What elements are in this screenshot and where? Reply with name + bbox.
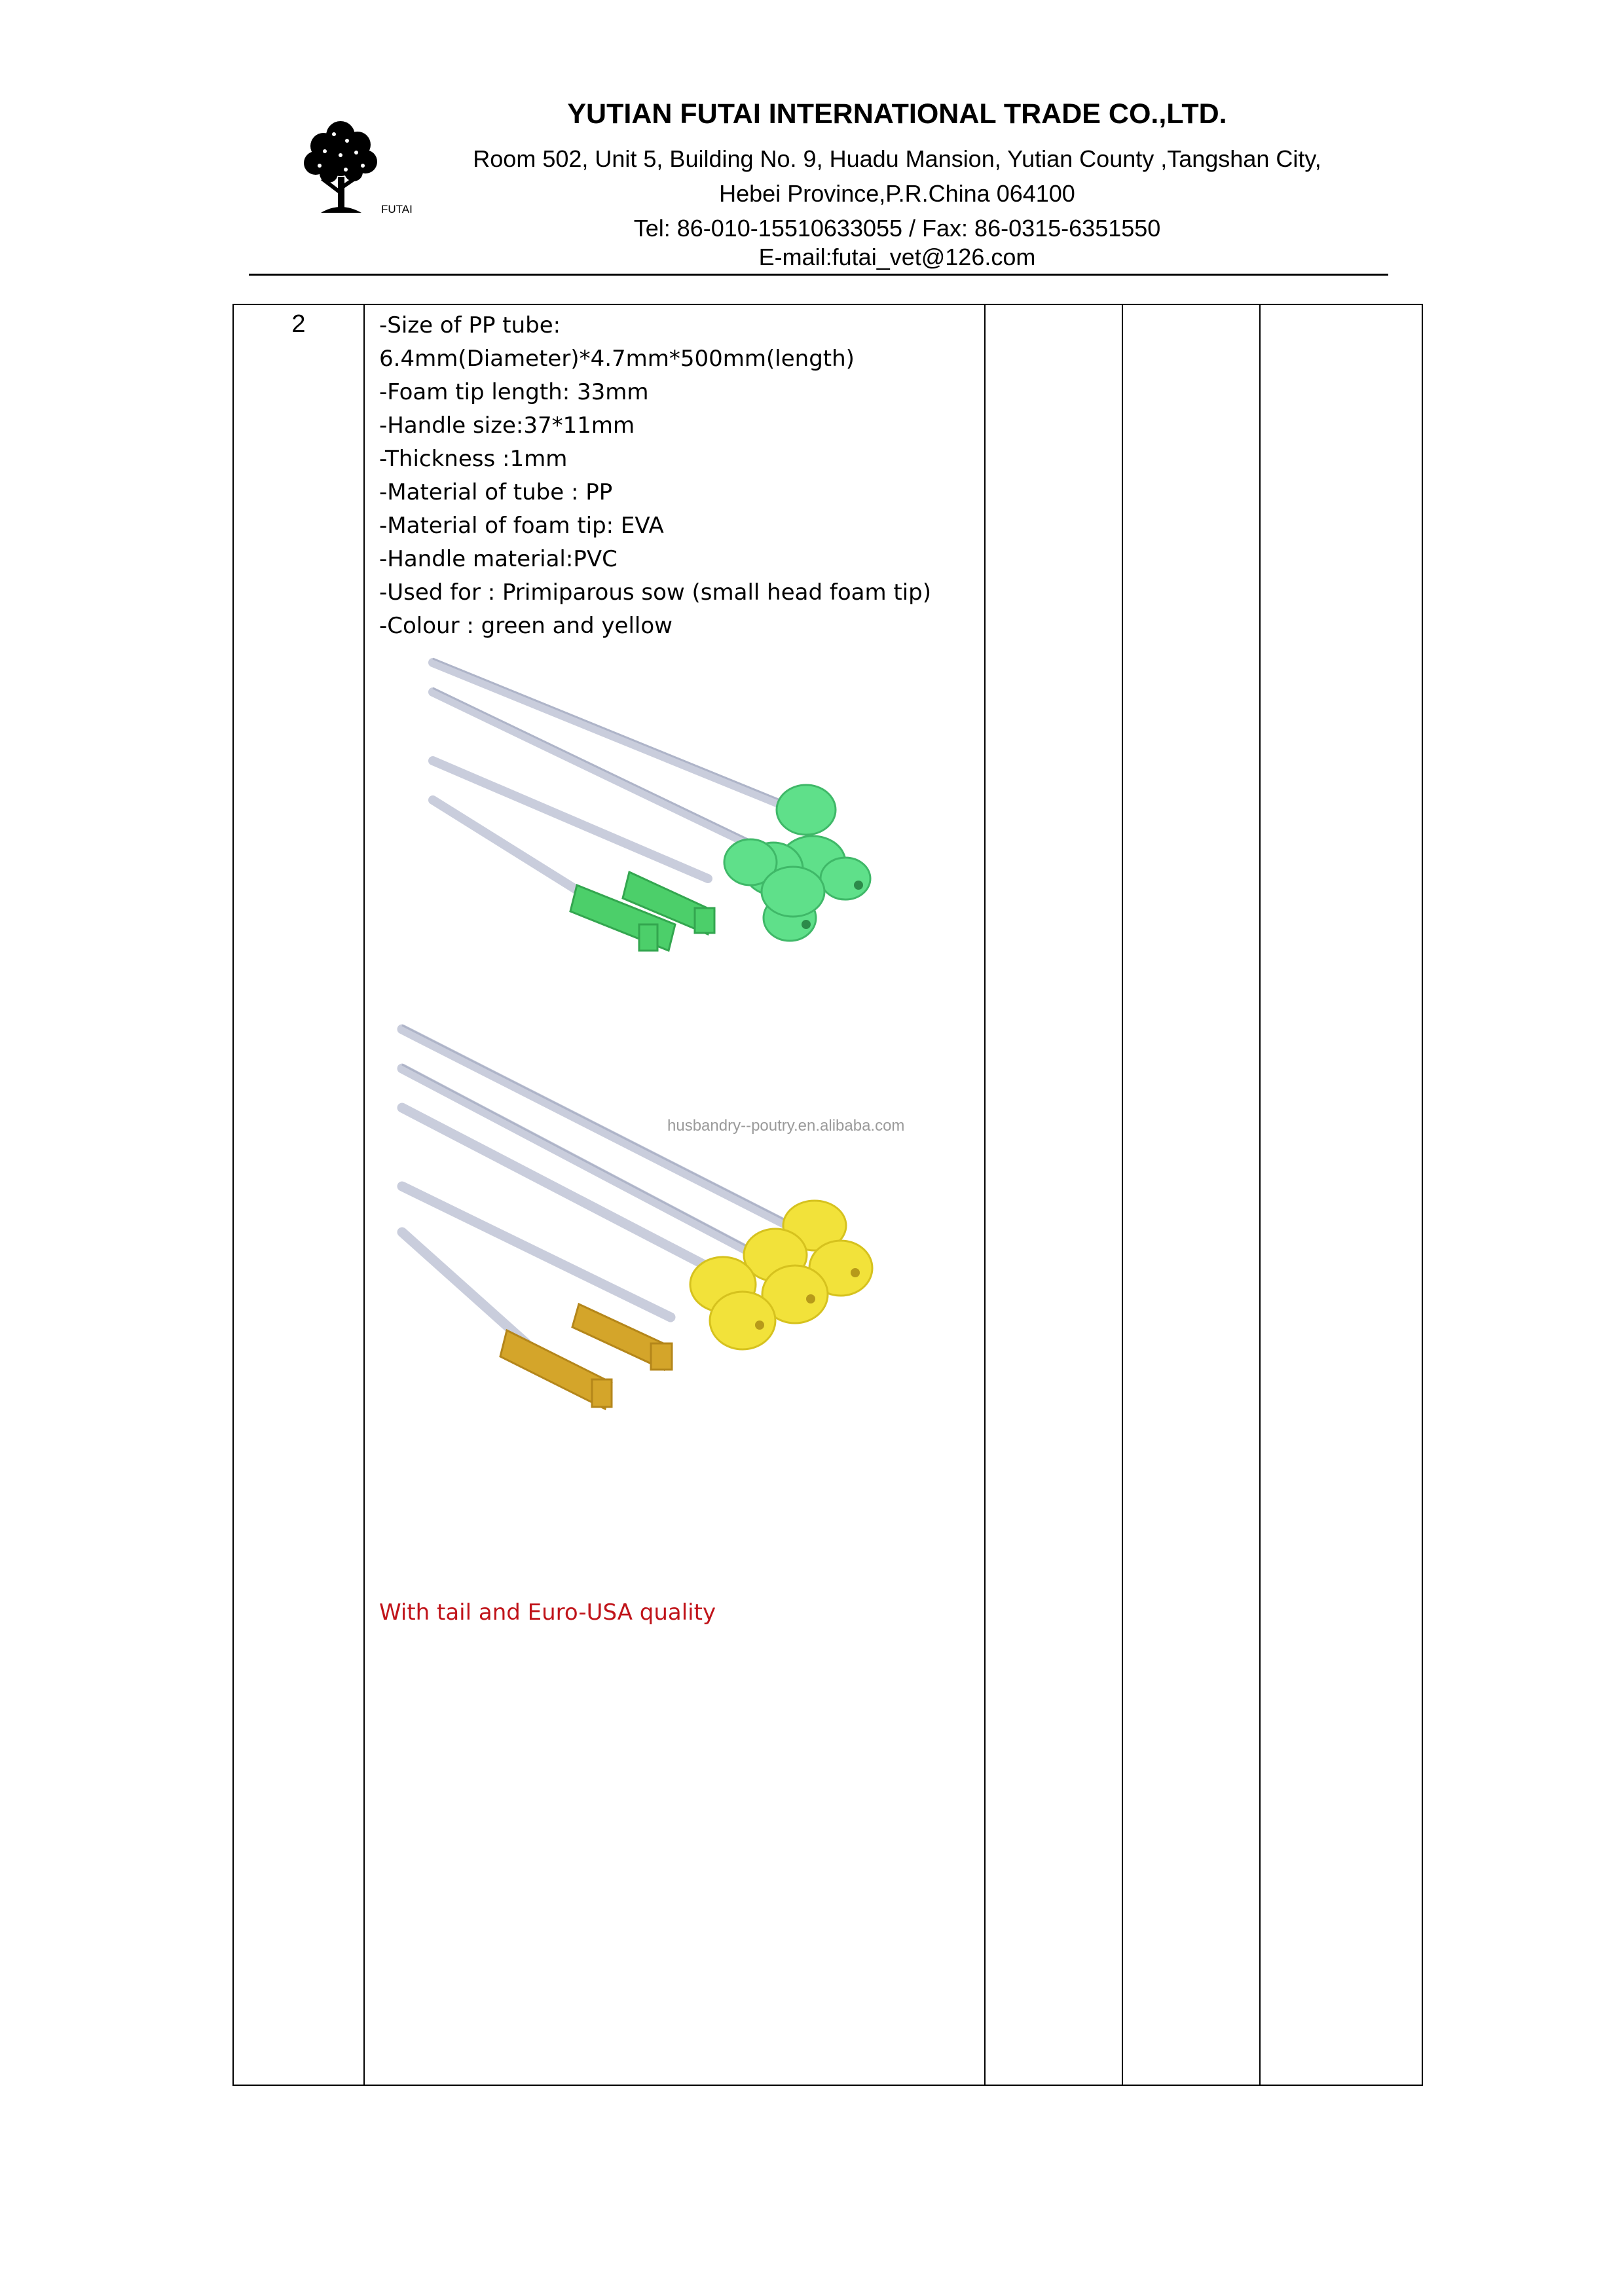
spec-line: -Foam tip length: 33mm: [379, 379, 649, 405]
email: E-mail:futai_vet@126.com: [758, 244, 1036, 270]
spec-line: -Material of foam tip: EVA: [379, 513, 664, 539]
spec-line: 6.4mm(Diameter)*4.7mm*500mm(length): [379, 346, 855, 372]
empty-cell: [1122, 304, 1260, 2085]
tel-fax: Tel: 86-010-15510633055 / Fax: 86-0315-6351550: [633, 215, 1161, 242]
quality-note: With tail and Euro-USA quality: [379, 1599, 716, 1626]
logo-wordmark: FUTAI: [381, 203, 413, 215]
company-name: YUTIAN FUTAI INTERNATIONAL TRADE CO.,LTD.: [567, 98, 1227, 130]
empty-cell: [985, 304, 1122, 2085]
watermark: husbandry--poutry.en.alibaba.com: [667, 1117, 905, 1135]
address-line-2: Hebei Province,P.R.China 064100: [719, 180, 1075, 207]
spec-line: -Material of tube : PP: [379, 479, 613, 505]
yellow-catheter-photo: [396, 1016, 919, 1448]
product-spec-table: [232, 304, 1423, 2086]
spec-line: -Handle size:37*11mm: [379, 412, 635, 439]
table-row: [233, 304, 1422, 2085]
address-line-1: Room 502, Unit 5, Building No. 9, Huadu Mansion, Yutian County ,Tangshan City,: [473, 145, 1321, 172]
empty-cell: [1260, 304, 1422, 2085]
spec-line: -Used for : Primiparous sow (small head foam tip): [379, 579, 932, 606]
spec-line: -Colour : green and yellow: [379, 613, 673, 639]
spec-line: -Handle material:PVC: [379, 546, 618, 572]
spec-line: -Thickness :1mm: [379, 446, 568, 472]
row-number: 2: [233, 304, 364, 2085]
product-description-cell: [364, 304, 985, 2085]
spec-line: -Size of PP tube:: [379, 312, 561, 338]
header-divider: [249, 274, 1388, 276]
green-catheter-photo: [420, 643, 878, 996]
